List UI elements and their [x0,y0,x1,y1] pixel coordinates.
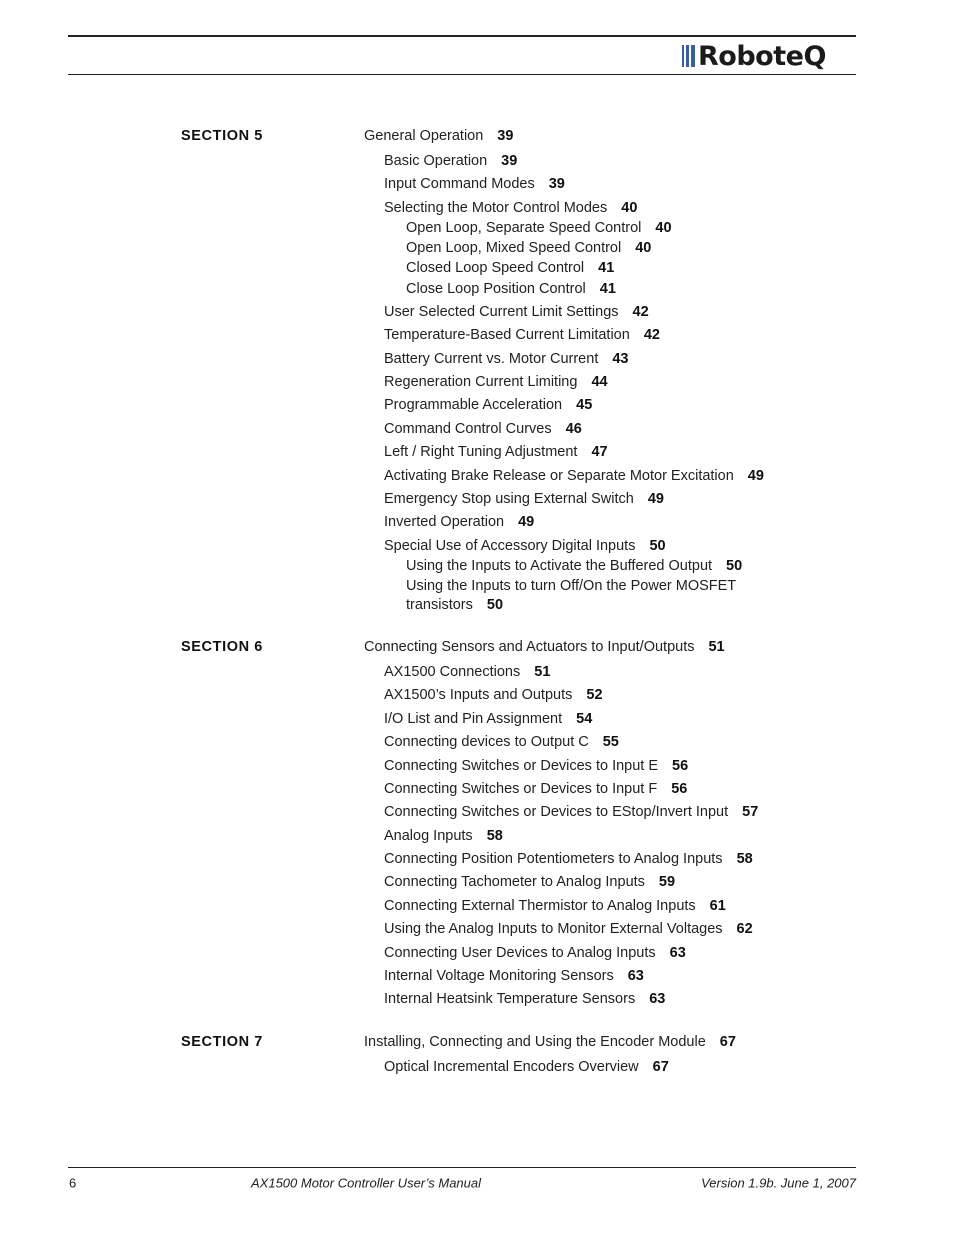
toc-entry-title: Temperature-Based Current Limitation [384,327,630,343]
toc-entry[interactable] [384,304,649,320]
toc-entry-title: AX1500 Connections [384,664,521,680]
toc-entry[interactable] [364,1034,736,1050]
toc-entry-page: 62 [736,921,753,937]
toc-entry-title: Programmable Acceleration [384,397,563,413]
toc-entry-page: 57 [742,804,759,820]
toc-entry-title: Connecting User Devices to Analog Inputs [384,945,656,961]
toc-entry[interactable] [384,514,534,530]
toc-entry-title: transistors [406,597,473,613]
toc-entry-page: 49 [647,491,664,507]
toc-entry-title: Connecting Sensors and Actuators to Input/Outputs [364,639,695,655]
toc-entry[interactable] [406,597,503,613]
toc-entry-title: Analog Inputs [384,828,473,844]
toc-entry-page: 67 [652,1059,669,1075]
toc-entry[interactable] [384,945,686,961]
toc-entry[interactable] [384,351,628,367]
toc-entry-title: Connecting Switches or Devices to EStop/Invert Input [384,804,729,820]
toc-entry[interactable] [384,874,675,890]
footer-page-number: 6 [69,1175,77,1191]
toc-entry[interactable] [384,991,665,1007]
toc-entry-title: Optical Incremental Encoders Overview [384,1059,639,1075]
toc-entry-page: 59 [658,874,676,890]
toc-entry-title: Open Loop, Separate Speed Control [406,220,642,236]
toc-entry-page: 47 [591,444,608,460]
toc-entry[interactable] [384,921,753,937]
toc-entry-title: Using the Inputs to turn Off/On the Power MOSFET [406,578,737,594]
toc-entry[interactable] [384,664,550,680]
toc-entry-page: 50 [486,597,504,613]
toc-entry[interactable] [384,687,603,703]
toc-entry-page: 50 [649,538,666,554]
toc-entry-page: 49 [747,468,764,484]
footer-manual-title: AX1500 Motor Controller User’s Manual [251,1175,482,1191]
footer-rule [68,1167,856,1168]
toc-entry[interactable] [406,220,672,236]
toc-entry-page: 55 [602,734,619,750]
toc-entry-title: Battery Current vs. Motor Current [384,351,599,367]
toc-entry[interactable] [384,968,644,984]
footer-version: Version 1.9b. June 1, 2007 [701,1175,856,1191]
toc-entry-title: I/O List and Pin Assignment [384,711,563,727]
toc-entry[interactable] [384,734,619,750]
toc-entry-page: 46 [565,421,582,437]
toc-entry-page: 63 [627,968,644,984]
logo-text: RoboteQ [698,40,826,72]
toc-entry[interactable] [406,240,651,256]
toc-entry[interactable] [384,828,503,844]
toc-entry[interactable] [384,176,565,192]
toc-entry-page: 56 [672,758,689,774]
toc-entry-page: 39 [548,176,565,192]
toc-entry-title: Selecting the Motor Control Modes [384,200,608,216]
toc-entry[interactable] [384,327,660,343]
toc-entry-title: Emergency Stop using External Switch [384,491,634,507]
toc-entry-title: Using the Inputs to Activate the Buffered Output [406,558,713,574]
toc-entry-page: 58 [486,828,503,844]
toc-entry[interactable] [384,538,666,554]
toc-entry-title: Connecting Position Potentiometers to Analog Inputs [384,851,723,867]
toc-entry[interactable] [384,491,664,507]
toc-entry-title: Inverted Operation [384,514,505,530]
toc-entry-page: 43 [612,351,629,367]
toc-entry-page: 51 [534,664,551,680]
toc-entry-title: Closed Loop Speed Control [406,260,585,276]
toc-entry-page: 44 [591,374,608,390]
toc-entry-title: Left / Right Tuning Adjustment [384,444,578,460]
section-label: SECTION 7 [181,1034,263,1050]
toc-entry-title: Connecting Switches or Devices to Input E [384,758,659,774]
toc-entry[interactable] [384,397,592,413]
toc-entry-title: AX1500’s Inputs and Outputs [384,687,573,703]
toc-entry[interactable] [364,639,725,655]
toc-entry-title: Close Loop Position Control [406,281,586,297]
toc-entry-page: 40 [655,220,672,236]
toc-entry-page: 63 [649,991,666,1007]
toc-entry[interactable] [406,558,742,574]
toc-entry-page: 45 [576,397,593,413]
toc-entry[interactable] [384,711,592,727]
toc-entry-title: Internal Voltage Monitoring Sensors [384,968,614,984]
toc-entry-title: Regeneration Current Limiting [384,374,578,390]
toc-entry[interactable] [384,421,582,437]
toc-entry[interactable] [384,200,637,216]
toc-entry-page: 39 [497,128,514,144]
toc-entry-page: 50 [726,558,743,574]
toc-entry[interactable] [384,444,608,460]
toc-entry-page: 63 [669,945,686,961]
toc-entry-title: Open Loop, Mixed Speed Control [406,240,622,256]
toc-entry-page: 54 [576,711,593,727]
toc-entry-page: 41 [599,281,616,297]
toc-entry-page: 41 [598,260,615,276]
toc-entry-page: 52 [586,687,603,703]
toc-entry-title: Connecting External Thermistor to Analog Inputs [384,898,696,914]
toc-entry[interactable] [406,578,736,594]
toc-entry[interactable] [384,153,517,169]
toc-entry-page: 40 [621,200,638,216]
toc-entry[interactable] [384,374,608,390]
header-rule [68,74,856,75]
toc-entry-title: Using the Analog Inputs to Monitor External Voltages [384,921,723,937]
toc-entry[interactable] [406,281,616,297]
toc-entry[interactable] [384,1059,669,1075]
section-label: SECTION 6 [181,639,263,655]
toc-entry-title: Connecting Tachometer to Analog Inputs [384,874,645,890]
toc-entry-title: Connecting Switches or Devices to Input F [384,781,658,797]
toc-entry[interactable] [406,260,614,276]
toc-entry[interactable] [364,128,513,144]
toc-entry-page: 58 [736,851,753,867]
toc-entry-title: Activating Brake Release or Separate Motor Excitation [384,468,734,484]
toc-entry-page: 39 [501,153,518,169]
toc-entry[interactable] [384,898,726,914]
toc-entry-title: Connecting devices to Output C [384,734,589,750]
toc-entry-title: General Operation [364,128,484,144]
toc-entry[interactable] [384,851,753,867]
toc-entry-title: User Selected Current Limit Settings [384,304,619,320]
toc-entry-title: Special Use of Accessory Digital Inputs [384,538,636,554]
toc-entry-title: Command Control Curves [384,421,552,437]
logo-bars-icon [682,45,695,67]
top-rule [68,35,856,37]
toc-entry-title: Basic Operation [384,153,488,169]
toc-entry-page: 40 [635,240,652,256]
toc-entry[interactable] [384,804,758,820]
toc-entry-title: Installing, Connecting and Using the Encoder Module [364,1034,706,1050]
toc-entry-page: 42 [643,327,660,343]
toc-entry[interactable] [384,781,687,797]
toc-entry[interactable] [384,468,764,484]
toc-entry-page: 61 [709,898,726,914]
roboteq-logo [682,40,826,72]
toc-entry-page: 51 [708,639,725,655]
toc-entry-page: 56 [671,781,688,797]
toc-entry-page: 42 [632,304,649,320]
toc-entry[interactable] [384,758,688,774]
section-label: SECTION 5 [181,128,263,144]
toc-entry-page: 49 [518,514,535,530]
toc-entry-page: 67 [719,1034,736,1050]
toc-entry-title: Input Command Modes [384,176,535,192]
toc-entry-title: Internal Heatsink Temperature Sensors [384,991,636,1007]
